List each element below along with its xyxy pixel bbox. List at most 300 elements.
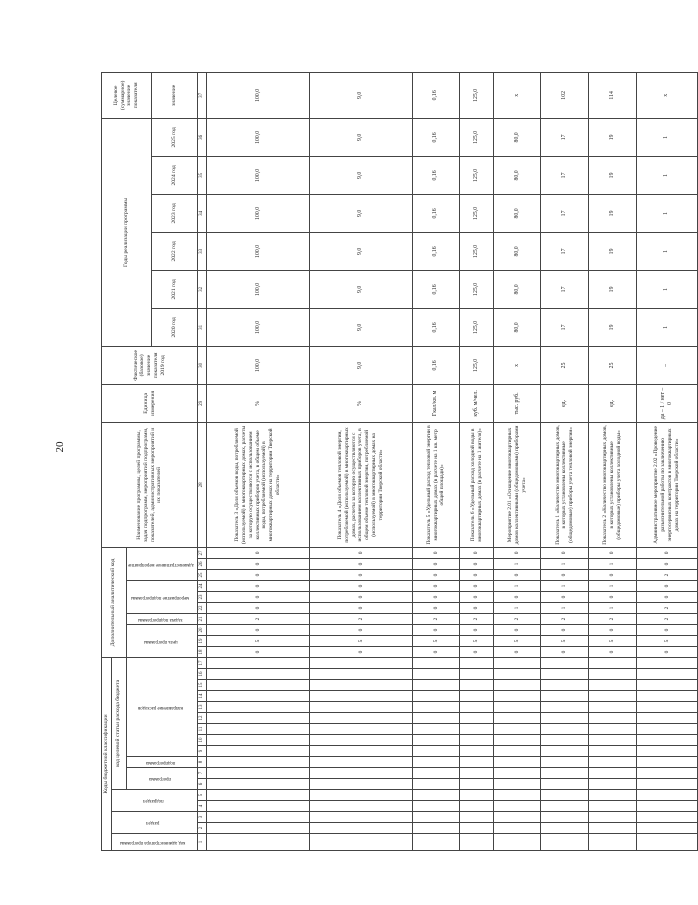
code-cell [412, 735, 460, 746]
unit-cell: ед. [589, 384, 637, 422]
year-value: 17 [541, 308, 589, 346]
column-number: 2 [198, 823, 207, 834]
year-value: 100,0 [207, 194, 310, 232]
year-value: 125,0 [460, 194, 494, 232]
year-value: 19 [589, 118, 637, 156]
code-cell: 2 [636, 569, 697, 580]
year-value: 100,0 [207, 156, 310, 194]
code-cell: 2 [589, 613, 637, 624]
code-cell: 5 [493, 635, 541, 646]
code-cell: 0 [589, 646, 637, 657]
code-cell [460, 724, 494, 735]
code-cell [207, 702, 310, 713]
code-cell [589, 691, 637, 702]
code-cell [541, 834, 589, 851]
code-cell [541, 768, 589, 779]
header-year-2025: 2025 год [151, 118, 198, 156]
code-cell [412, 779, 460, 790]
code-cell [412, 691, 460, 702]
year-value: 17 [541, 118, 589, 156]
code-cell [636, 801, 697, 812]
code-cell: 0 [412, 646, 460, 657]
code-cell: 0 [460, 580, 494, 591]
column-number: 13 [198, 702, 207, 713]
code-cell: 0 [207, 646, 310, 657]
year-value: 19 [589, 270, 637, 308]
column-number: 12 [198, 713, 207, 724]
code-cell [636, 812, 697, 823]
code-cell [589, 768, 637, 779]
code-cell [493, 779, 541, 790]
year-value: 17 [541, 194, 589, 232]
code-cell [412, 702, 460, 713]
year-value: 17 [541, 270, 589, 308]
column-number: 4 [198, 801, 207, 812]
code-cell [636, 724, 697, 735]
code-cell [309, 746, 412, 757]
code-cell: 0 [493, 569, 541, 580]
year-value: 100,0 [207, 118, 310, 156]
indicator-name: Мероприятие 2.01 «Оснащение многоквартирных домов коллективными (общедомовыми) приборами учета» [493, 422, 541, 547]
code-cell: 2 [493, 613, 541, 624]
code-cell [309, 669, 412, 680]
code-cell: 0 [589, 569, 637, 580]
year-value: 9,0 [309, 156, 412, 194]
code-cell: 5 [636, 635, 697, 646]
code-cell [207, 746, 310, 757]
code-cell [309, 768, 412, 779]
code-cell [589, 669, 637, 680]
code-cell [541, 669, 589, 680]
code-cell [460, 779, 494, 790]
column-number: 16 [198, 669, 207, 680]
code-cell [460, 680, 494, 691]
code-cell: 0 [207, 569, 310, 580]
code-cell [636, 735, 697, 746]
year-value: 9,0 [309, 118, 412, 156]
code-cell [589, 812, 637, 823]
code-cell: 1 [589, 558, 637, 569]
year-value: 80,0 [493, 270, 541, 308]
year-value: 19 [589, 308, 637, 346]
code-cell: 0 [636, 591, 697, 602]
year-value: 1 [636, 118, 697, 156]
code-cell [493, 801, 541, 812]
year-value: 125,0 [460, 308, 494, 346]
code-cell: 0 [412, 591, 460, 602]
unit-cell: куб. м/чел. [460, 384, 494, 422]
code-cell: 0 [412, 558, 460, 569]
code-cell [412, 812, 460, 823]
code-cell [309, 724, 412, 735]
code-cell [207, 823, 310, 834]
year-value: 0,16 [412, 194, 460, 232]
code-cell [541, 735, 589, 746]
code-cell [460, 757, 494, 768]
code-cell [589, 801, 637, 812]
indicator-name: Показатель 5 «Удельный расход тепловой энергии в многоквартирных домах (в расчете на 1 кв. метр общей площади)» [412, 422, 460, 547]
code-cell: 5 [460, 635, 494, 646]
code-cell [589, 735, 637, 746]
target-value: 125,0 [460, 72, 494, 118]
header-event: мероприятие подпрограммы [126, 580, 197, 613]
code-cell [309, 812, 412, 823]
year-value: 100,0 [207, 308, 310, 346]
code-cell [541, 746, 589, 757]
code-cell: 2 [636, 602, 697, 613]
unit-cell: тыс. руб. [493, 384, 541, 422]
code-cell: 0 [207, 602, 310, 613]
code-cell [412, 657, 460, 668]
code-cell [207, 812, 310, 823]
column-number: 3 [198, 812, 207, 823]
header-direction: направление расходов [126, 657, 197, 756]
column-number: 25 [198, 569, 207, 580]
code-cell: 0 [412, 602, 460, 613]
code-cell: 0 [493, 547, 541, 558]
code-cell: 2 [636, 613, 697, 624]
header-years-group: Годы реализации программы [102, 118, 152, 346]
header-year-2021: 2021 год [151, 270, 198, 308]
code-cell [412, 724, 460, 735]
column-number: 26 [198, 558, 207, 569]
code-cell [493, 724, 541, 735]
table-row [460, 72, 494, 850]
code-cell: 0 [309, 591, 412, 602]
indicator-name: Показатель 3 «Доля объемов воды, потребляемой (используемой) в многоквартирных домах, расчеты за которую осуществляются с использованием коллективных приборов учета, в общем объеме воды, потребляемой (используемой) в многоквартирных домах на территории Тверской области» [207, 422, 310, 547]
code-cell: 0 [460, 624, 494, 635]
year-value: 125,0 [460, 156, 494, 194]
code-cell [589, 790, 637, 801]
code-cell: 0 [493, 624, 541, 635]
column-number: 6 [198, 779, 207, 790]
year-value: 1 [636, 156, 697, 194]
target-value: 0,16 [412, 72, 460, 118]
indicator-name: Административное мероприятие 2.02 «Проведение разъяснительной работы по заключению энергосервисных контрактов в многоквартирных домах на территории Тверской области» [636, 422, 697, 547]
code-cell [589, 680, 637, 691]
code-cell [636, 779, 697, 790]
year-value: 80,0 [493, 232, 541, 270]
year-value: 9,0 [309, 308, 412, 346]
year-value: 125,0 [460, 232, 494, 270]
code-cell [460, 669, 494, 680]
code-cell [460, 801, 494, 812]
column-number: 31 [198, 308, 207, 346]
target-value: 9,0 [309, 72, 412, 118]
code-cell [589, 702, 637, 713]
code-cell: 0 [309, 569, 412, 580]
code-cell [541, 724, 589, 735]
year-value: 17 [541, 232, 589, 270]
code-cell [460, 735, 494, 746]
code-cell: 1 [493, 580, 541, 591]
base-value: – [636, 346, 697, 384]
table-row [636, 72, 697, 850]
code-cell: 0 [412, 624, 460, 635]
header-unit-column: Единица измерения [102, 384, 198, 422]
code-cell: 2 [309, 613, 412, 624]
base-value: 25 [589, 346, 637, 384]
code-cell [493, 657, 541, 668]
code-cell [493, 691, 541, 702]
year-value: 125,0 [460, 270, 494, 308]
code-cell [493, 669, 541, 680]
code-cell [589, 724, 637, 735]
code-cell [309, 713, 412, 724]
code-cell [636, 680, 697, 691]
code-cell [412, 713, 460, 724]
code-cell [207, 669, 310, 680]
code-cell: 0 [309, 602, 412, 613]
indicator-name: Показатель 6 «Удельный расход холодной воды в многоквартирных домах (в расчете на 1 жителя)» [460, 422, 494, 547]
code-cell [460, 812, 494, 823]
code-cell: 5 [309, 635, 412, 646]
code-cell: 0 [460, 547, 494, 558]
column-number: 23 [198, 591, 207, 602]
year-value: 80,0 [493, 156, 541, 194]
target-value: 114 [589, 72, 637, 118]
indicator-name: Показатель 2 «Количество многоквартирных домов, в которых установлены коллективные (общедомовые) приборы учета холодной воды» [589, 422, 637, 547]
code-cell [589, 713, 637, 724]
code-cell [636, 713, 697, 724]
program-table-sheet [101, 80, 680, 851]
unit-cell: ед. [541, 384, 589, 422]
year-value: 0,16 [412, 308, 460, 346]
unit-cell: Гкал/кв. м [412, 384, 460, 422]
code-cell: 0 [636, 558, 697, 569]
code-cell: 1 [541, 602, 589, 613]
code-cell: 0 [460, 602, 494, 613]
code-cell [207, 834, 310, 851]
code-cell: 0 [493, 646, 541, 657]
base-value: 100,0 [207, 346, 310, 384]
code-cell [493, 746, 541, 757]
year-value: 0,16 [412, 156, 460, 194]
code-cell [541, 680, 589, 691]
code-cell [493, 735, 541, 746]
code-cell [541, 702, 589, 713]
year-value: 0,16 [412, 270, 460, 308]
column-number: 28 [198, 422, 207, 547]
code-cell [493, 823, 541, 834]
table-row [541, 72, 589, 850]
code-cell [460, 768, 494, 779]
code-cell: 0 [207, 591, 310, 602]
column-number: 33 [198, 232, 207, 270]
code-cell: 2 [207, 613, 310, 624]
code-cell: 1 [493, 558, 541, 569]
code-cell: 0 [412, 547, 460, 558]
target-value: х [636, 72, 697, 118]
year-value: 1 [636, 194, 697, 232]
code-cell [589, 823, 637, 834]
year-value: 1 [636, 270, 697, 308]
code-cell: 0 [309, 558, 412, 569]
unit-cell: % [207, 384, 310, 422]
code-cell: 0 [636, 580, 697, 591]
code-cell [309, 790, 412, 801]
header-year-2024: 2024 год [151, 156, 198, 194]
column-number: 7 [198, 768, 207, 779]
column-number: 8 [198, 757, 207, 768]
year-value: 9,0 [309, 270, 412, 308]
column-number: 32 [198, 270, 207, 308]
code-cell [541, 657, 589, 668]
year-value: 17 [541, 156, 589, 194]
year-value: 125,0 [460, 118, 494, 156]
header-task: задача подпрограммы [126, 613, 197, 624]
code-cell: 0 [541, 591, 589, 602]
code-cell: 1 [541, 580, 589, 591]
table-body [207, 72, 698, 850]
code-cell: 0 [460, 646, 494, 657]
year-value: 80,0 [493, 308, 541, 346]
column-number: 19 [198, 635, 207, 646]
code-cell: 1 [589, 602, 637, 613]
code-cell [309, 657, 412, 668]
year-value: 100,0 [207, 232, 310, 270]
code-cell: 0 [207, 547, 310, 558]
column-number: 18 [198, 646, 207, 657]
code-cell [636, 834, 697, 851]
code-cell: 0 [541, 547, 589, 558]
code-cell [412, 746, 460, 757]
code-cell [309, 680, 412, 691]
base-value: 25 [541, 346, 589, 384]
code-cell [309, 823, 412, 834]
year-value: 19 [589, 194, 637, 232]
unit-cell: да – 1 / нет – 0 [636, 384, 697, 422]
code-cell [460, 834, 494, 851]
code-cell [207, 801, 310, 812]
code-cell [493, 834, 541, 851]
header-subsection: подраздел [111, 790, 197, 812]
page-number: 20 [54, 441, 66, 453]
column-number: 24 [198, 580, 207, 591]
code-cell: 0 [589, 624, 637, 635]
table-row [412, 72, 460, 850]
code-cell: 0 [541, 624, 589, 635]
code-cell [541, 757, 589, 768]
table-row [589, 72, 637, 850]
code-cell: 0 [493, 591, 541, 602]
code-cell: 5 [589, 635, 637, 646]
code-cell: 0 [636, 624, 697, 635]
code-cell [636, 823, 697, 834]
target-value: х [493, 72, 541, 118]
year-value: 80,0 [493, 118, 541, 156]
target-value: 100,0 [207, 72, 310, 118]
year-value: 19 [589, 156, 637, 194]
code-cell: 0 [309, 646, 412, 657]
code-cell: 0 [309, 547, 412, 558]
code-cell [541, 790, 589, 801]
column-number: 29 [198, 384, 207, 422]
year-value: 0,16 [412, 118, 460, 156]
code-cell: 2 [541, 613, 589, 624]
header-base-year: Фактическое (базовое) значение показателя 2019 год [102, 346, 198, 384]
code-cell [309, 779, 412, 790]
code-cell [207, 768, 310, 779]
code-cell [589, 746, 637, 757]
code-cell [493, 680, 541, 691]
code-cell [309, 735, 412, 746]
header-year-2022: 2022 год [151, 232, 198, 270]
column-number: 17 [198, 657, 207, 668]
code-cell [493, 768, 541, 779]
code-cell [541, 779, 589, 790]
code-cell [460, 746, 494, 757]
code-cell [589, 757, 637, 768]
column-number: 14 [198, 691, 207, 702]
code-cell [636, 757, 697, 768]
header-row-1 [102, 72, 112, 850]
code-cell: 1 [589, 580, 637, 591]
code-cell [493, 757, 541, 768]
code-cell: 2 [412, 613, 460, 624]
column-number: 22 [198, 602, 207, 613]
code-cell: 5 [541, 635, 589, 646]
code-cell [541, 713, 589, 724]
code-cell: 0 [589, 591, 637, 602]
code-cell: 0 [460, 569, 494, 580]
code-cell: 0 [207, 580, 310, 591]
code-cell [412, 669, 460, 680]
code-cell: 0 [589, 547, 637, 558]
code-cell [636, 669, 697, 680]
code-cell [636, 657, 697, 668]
code-cell [636, 768, 697, 779]
table-row [309, 72, 412, 850]
header-action: административное мероприятие [126, 547, 197, 580]
column-number: 34 [198, 194, 207, 232]
column-number: 30 [198, 346, 207, 384]
column-number: 9 [198, 746, 207, 757]
code-cell [207, 657, 310, 668]
indicator-name: Показатель 4 «Доля объемов тепловой энергии, потребляемой (используемой) в многоквартирных домах, расчеты за которую осуществляются с использованием коллективных приборов учета, в общем объеме тепловой энергии, потребляемой (используемой) в многоквартирных домах на территории Тверской области» [309, 422, 412, 547]
code-cell: 0 [309, 580, 412, 591]
code-cell: 0 [460, 591, 494, 602]
header-program: программа [126, 768, 197, 790]
header-additional-code: Дополнительный аналитический код [102, 547, 127, 657]
header-target-value: значение [151, 72, 198, 118]
table-row [207, 72, 310, 850]
code-cell [493, 812, 541, 823]
code-cell [589, 834, 637, 851]
program-indicators-table [101, 72, 698, 851]
code-cell: 0 [207, 558, 310, 569]
code-cell [412, 680, 460, 691]
code-cell [493, 713, 541, 724]
base-value: 9,0 [309, 346, 412, 384]
code-cell [207, 691, 310, 702]
indicator-name: Показатель 1 «Количество многоквартирных домов, в которых установлены коллективные (общедомовые) приборы учета тепловой энергии» [541, 422, 589, 547]
code-cell: 0 [309, 624, 412, 635]
code-cell: 0 [541, 646, 589, 657]
header-section: раздел [111, 812, 197, 834]
code-cell [309, 757, 412, 768]
code-cell [412, 790, 460, 801]
unit-cell: % [309, 384, 412, 422]
code-cell: 5 [207, 635, 310, 646]
header-subprogram: подпрограмма [126, 757, 197, 768]
column-number: 10 [198, 735, 207, 746]
header-name-column: Наименование программы, целей программы, задач подпрограмм, мероприятий подпрограмм, показателей, административных мероприятий и их показателей [102, 422, 198, 547]
base-value: х [493, 346, 541, 384]
year-value: 100,0 [207, 270, 310, 308]
code-cell: 0 [207, 624, 310, 635]
year-value: 1 [636, 308, 697, 346]
